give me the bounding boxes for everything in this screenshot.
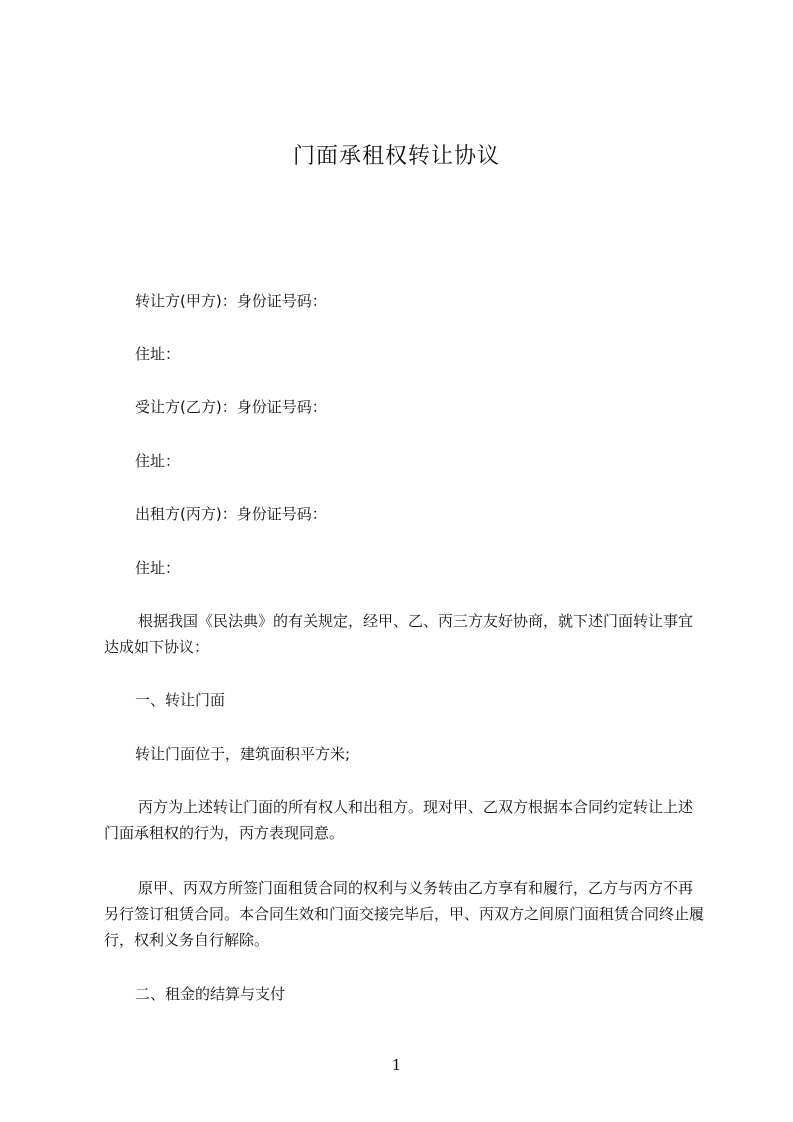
transferor-line: 转让方(甲方)：身份证号码： <box>135 292 327 310</box>
transferor-address-line: 住址： <box>135 345 181 363</box>
intro-paragraph: 根据我国《民法典》的有关规定，经甲、乙、丙三方友好协商，就下述门面转让事宜达成如下协议： <box>104 612 694 656</box>
transferee-line: 受让方(乙方)：身份证号码： <box>135 398 327 416</box>
section-1-location: 转让门面位于，建筑面积平方米; <box>135 745 351 763</box>
section-2-heading: 二、租金的结算与支付 <box>135 985 286 1003</box>
page-number: 1 <box>391 1056 402 1074</box>
lessor-address-line: 住址： <box>135 559 181 577</box>
lessor-line: 出租方(丙方)：身份证号码： <box>135 505 327 523</box>
section-1-paragraph-1: 丙方为上述转让门面的所有权人和出租方。现对甲、乙双方根据本合同约定转让上述门面承租权的行为，丙方表现同意。 <box>104 798 694 842</box>
section-1-heading: 一、转让门面 <box>135 691 226 709</box>
section-1-paragraph-2: 原甲、丙双方所签门面租赁合同的权利与义务转由乙方享有和履行，乙方与丙方不再另行签订租赁合同。本合同生效和门面交接完毕后，甲、丙双方之间原门面租赁合同终止履行，权利义务自行解除。 <box>104 879 705 949</box>
transferee-address-line: 住址： <box>135 452 181 470</box>
document-title: 门面承租权转让协议 <box>292 144 500 169</box>
